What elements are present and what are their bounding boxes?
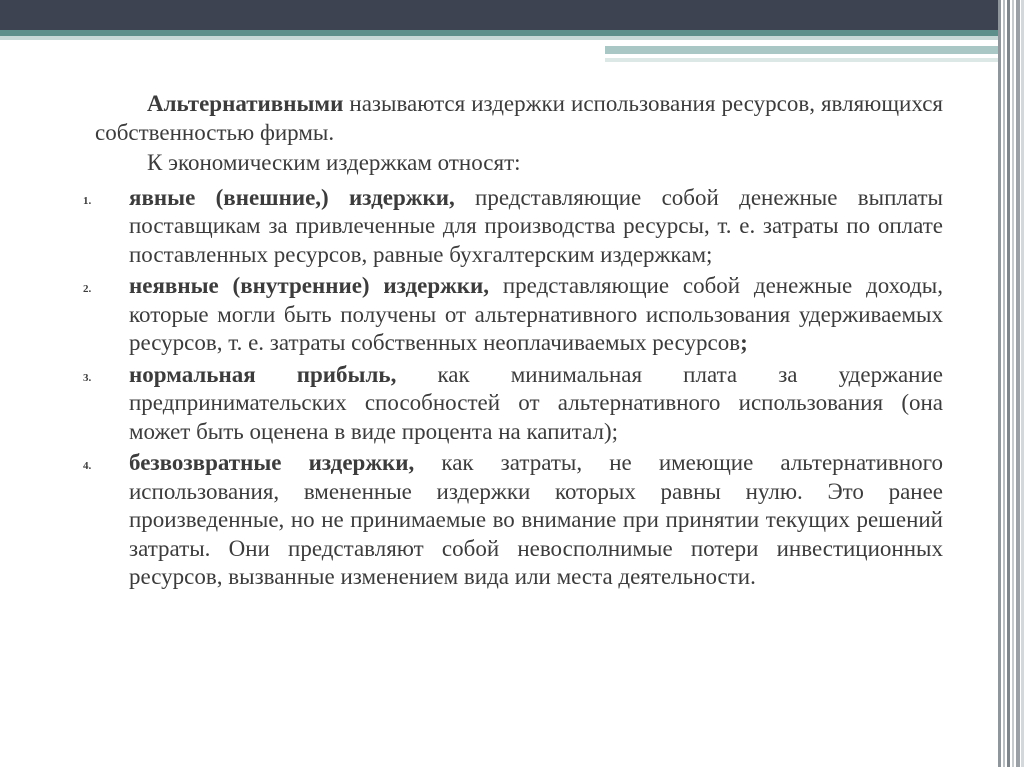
list-marker: 2. [83,283,92,295]
slide-content [83,90,943,595]
item-term: безвозвратные издержки, [129,450,415,475]
header-right-accent [605,46,1000,54]
list-item [83,449,943,592]
list-item [83,184,943,270]
item-tail: ; [740,330,748,355]
header-right-accent-light [605,58,1000,62]
right-edge-stripes [998,0,1024,767]
list-marker: 3. [83,371,92,384]
item-text: представляющие собой денежные выплаты поставщикам за привлеченные для производства ресурсы, т. е. затраты по оплате поставленных ресурсов, равные бухгалтерским издержкам; [129,184,943,267]
item-term: неявные (внутренние) издержки, [129,273,490,298]
item-term: нормальная прибыль, [129,361,397,387]
header-band [0,0,1000,30]
list-item [83,361,943,447]
list-item [83,272,943,358]
costs-list [83,184,943,592]
header-light-line [0,36,1000,40]
item-text: представляющие собой денежные доходы, которые могли быть получены от альтернативного использования удерживаемых ресурсов, т. е. затраты собственных неоплачиваемых ресурсов [129,273,943,355]
intro-paragraph: К экономическим издержкам относят: [147,150,521,175]
item-text: как минимальная плата за удержание предпринимательских способностей от альтернативного использования (она может быть оценена в виде процента на капитал); [129,361,943,444]
item-text: как затраты, не имеющие альтернативного использования, вмененные издержки которых равны нулю. Это ранее произведенные, но не принимаемые во внимание при принятии текущих решений затраты. Они представляют собой невосполнимые потери инвестиционных ресурсов, вызванные изменением вида или места деятельности. [129,450,943,589]
definition-text: называются издержки использования ресурсов, являющихся собственностью фирмы. [95,91,943,145]
list-marker: 1. [83,194,92,207]
list-marker: 4. [83,460,92,472]
item-term: явные (внешние,) издержки, [129,184,455,210]
definition-paragraph [95,90,943,147]
definition-term: Альтернативными [147,91,344,116]
